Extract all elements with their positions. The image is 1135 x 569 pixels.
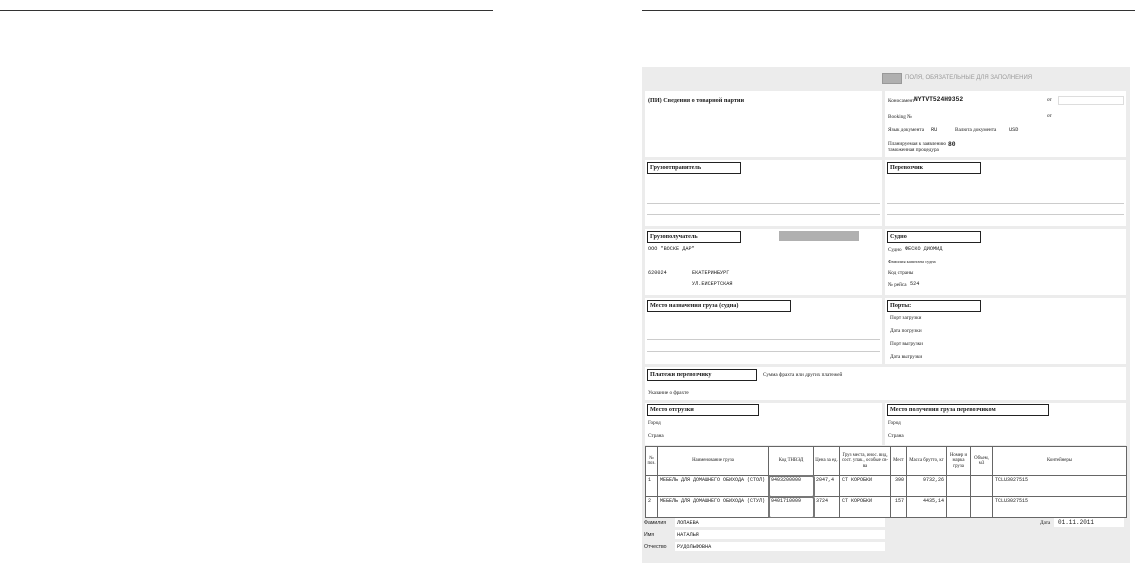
freight-note-label: Указание о фрахте <box>648 390 689 396</box>
name-field <box>675 530 885 539</box>
cargo-info-form <box>642 67 1130 563</box>
name-value: НАТАЛЬЯ <box>677 532 699 538</box>
shipment-city-label: Город <box>648 420 661 426</box>
table-header: Мест <box>891 447 907 476</box>
load-port-label: Порт загрузки <box>890 315 922 321</box>
container-cell: TCLU3027515 <box>993 497 1127 518</box>
price-cell: 3724 <box>814 497 840 518</box>
unload-date-label: Дата выгрузки <box>890 354 923 360</box>
mass-cell: 9732,26 <box>907 476 947 497</box>
consignee-name: ООО "ВОСКЕ ДАР" <box>648 246 695 252</box>
date-value: 01.11.2011 <box>1058 519 1095 526</box>
table-header: Цена за ед. <box>814 447 840 476</box>
surname-field <box>675 518 885 527</box>
shipment-place-header: Место отгрузки <box>647 404 759 416</box>
table-row <box>646 497 1127 518</box>
voyage-number: 524 <box>910 281 920 287</box>
consignment-date-field[interactable] <box>1058 96 1124 105</box>
name-label: Имя <box>644 532 655 538</box>
ports-header: Порты: <box>887 300 981 312</box>
receipt-place-header: Место получения груза перевозчиком <box>887 404 1049 416</box>
shipper-header: Грузоотправитель <box>647 162 741 174</box>
hs-code-cell: 9403200000 <box>769 476 814 497</box>
table-header: Масса брутто, кг <box>907 447 947 476</box>
unload-port-label: Порт выгрузки <box>890 341 923 347</box>
package-cell <box>840 476 891 497</box>
patronymic-label: Отчество <box>644 544 667 550</box>
mark-cell <box>947 497 971 518</box>
currency-label: Валюта документа <box>955 127 997 133</box>
package-cell <box>840 497 891 518</box>
vessel-header: Судно <box>887 231 981 243</box>
receipt-city-label: Город <box>888 420 901 426</box>
date-label: Дата <box>1040 520 1051 526</box>
consignee-required-field <box>779 231 859 241</box>
carrier-line <box>887 203 1124 204</box>
consignee-street: УЛ.ЕИСЕРТСКАЯ <box>692 281 733 287</box>
goods-table <box>645 446 1127 518</box>
captain-label: Фамилия капитана судна <box>888 259 936 264</box>
goods-name: МЕБЕЛЬ ДЛЯ ДОМАШНЕГО ОБИХОДА (СТУЛ) <box>658 497 769 518</box>
goods-name: МЕБЕЛЬ ДЛЯ ДОМАШНЕГО ОБИХОДА (СТОЛ) <box>658 476 769 497</box>
destination-line-2 <box>647 351 880 352</box>
goods-table-header-row <box>646 447 1127 476</box>
booking-from-label: от <box>1047 113 1052 119</box>
table-header: Код ТНВЭД <box>769 447 814 476</box>
top-rule-right <box>642 10 1135 11</box>
table-header: Номер и марка груза <box>947 447 971 476</box>
container-cell: TCLU3027515 <box>993 476 1127 497</box>
hs-code-cell: 9401710009 <box>769 497 814 518</box>
language-label: Язык документа <box>888 127 925 133</box>
consignee-city: ЕКАТЕРИНБУРГ <box>692 270 730 276</box>
patronymic-value: РУДОЛЬФОВНА <box>677 544 712 550</box>
package-desc: КОРОБКИ <box>851 498 873 504</box>
consignee-zip: 620024 <box>648 270 667 276</box>
row-num: 1 <box>646 476 658 497</box>
row-num: 2 <box>646 497 658 518</box>
destination-header: Место назначения груза (судна) <box>647 300 791 312</box>
voyage-label: № рейса <box>888 282 907 288</box>
vessel-name: ФЕСКО ДИОМИД <box>905 246 943 252</box>
consignment-label: Коносамент <box>888 98 915 104</box>
carrier-header: Перевозчик <box>887 162 981 174</box>
procedure-value: 80 <box>948 141 956 148</box>
table-header: Груз места, инос. вид, сост. упак., особые св-ва <box>840 447 891 476</box>
volume-cell <box>971 476 993 497</box>
freight-amount-label: Сумма фрахта или других платежей <box>763 372 843 378</box>
consignee-header: Грузополучатель <box>647 231 741 243</box>
places-cell: 157 <box>891 497 907 518</box>
load-date-label: Дата погрузки <box>890 328 922 334</box>
required-legend-text: ПОЛЯ, ОБЯЗАТЕЛЬНЫЕ ДЛЯ ЗАПОЛНЕНИЯ <box>905 75 1033 81</box>
table-header: Объем, м3 <box>971 447 993 476</box>
required-legend-swatch <box>882 73 902 84</box>
package-desc: КОРОБКИ <box>851 477 873 483</box>
carrier-line-2 <box>887 214 1124 215</box>
table-row <box>646 476 1127 497</box>
top-rule-left <box>0 10 493 11</box>
procedure-label: Планируемая к заявлению <box>888 141 947 147</box>
mass-cell: 4435,14 <box>907 497 947 518</box>
procedure-label-2: таможенная процедура <box>888 147 939 153</box>
booking-label: Booking № <box>888 114 913 120</box>
volume-cell <box>971 497 993 518</box>
shipment-country-label: Страна <box>648 433 664 439</box>
package-type: CT <box>842 477 849 483</box>
consignment-number: NYTVT524H9352 <box>914 96 964 103</box>
receipt-country-label: Страна <box>888 433 904 439</box>
vessel-name-label: Судно <box>888 247 902 253</box>
surname-value: ЛОПАЕВА <box>677 520 699 526</box>
shipper-line <box>647 203 880 204</box>
page-title: (ПИ) Сведения о товарной партии <box>648 97 745 104</box>
mark-cell <box>947 476 971 497</box>
consignment-from-label: от <box>1047 97 1052 103</box>
table-header: № поз. <box>646 447 658 476</box>
shipper-line-2 <box>647 214 880 215</box>
places-cell: 390 <box>891 476 907 497</box>
currency-value: USD <box>1009 127 1019 133</box>
country-code-label: Код страны <box>888 270 914 276</box>
payments-header: Платежи перевозчику <box>647 369 757 381</box>
price-cell: 2047,4 <box>814 476 840 497</box>
table-header: Контейнеры <box>993 447 1127 476</box>
language-value: RU <box>931 127 938 133</box>
surname-label: Фамилия <box>644 520 667 526</box>
destination-line <box>647 339 880 340</box>
package-type: CT <box>842 498 849 504</box>
table-header: Наименование груза <box>658 447 769 476</box>
